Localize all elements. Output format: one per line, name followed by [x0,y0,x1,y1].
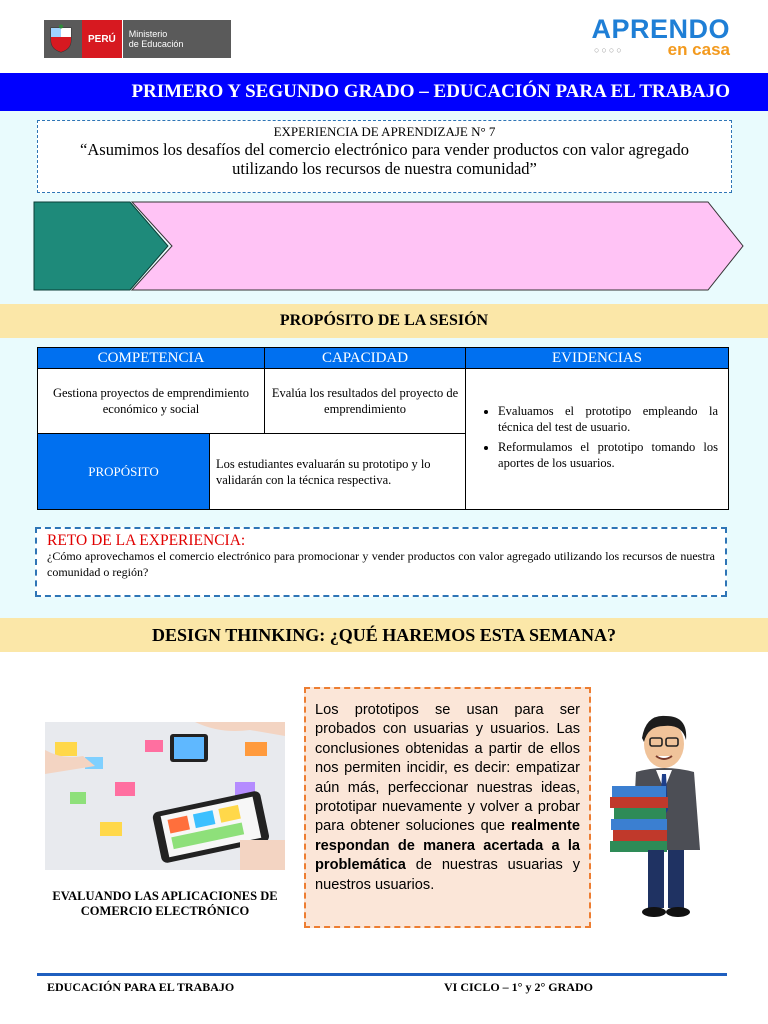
aprendo-en-casa-logo [590,16,730,60]
experience-quote-line-2: utilizando los recursos de nuestra comunidad” [232,159,537,178]
minedu-logo [44,20,231,58]
ministry-name [123,29,184,50]
page-title-bar: PRIMERO Y SEGUNDO GRADO – EDUCACIÓN PARA EL TRABAJO [0,73,768,111]
note-text-bold: realmente respondan de manera acertada a la problemática [315,818,580,874]
prototype-note [304,687,591,928]
book-stack-icon [610,786,668,852]
photo-caption-line-1: EVALUANDO LAS APLICACIONES DE [52,889,278,903]
challenge-title: RETO DE LA EXPERIENCIA: [47,532,246,549]
photo-caption-line-2: COMERCIO ELECTRÓNICO [80,904,250,918]
ministry-line-1: Ministerio [128,28,168,39]
brand-line-1: APRENDO [591,14,730,44]
evidencias-list [466,403,728,471]
proposito-text: Los estudiantes evaluarán su prototipo y lo validarán con la técnica respectiva. [210,434,466,510]
brand-line-2: en casa [667,40,730,59]
footer-divider [37,973,727,976]
process-arrows [32,199,746,295]
design-thinking-title: DESIGN THINKING: ¿QUÉ HAREMOS ESTA SEMANA? [0,618,768,652]
note-text-part-1: Los prototipos se usan para ser probados con usuarias y usuarios. Las conclusiones obtenidas a partir de ellos nos permiten incidir, es decir: empatizar aún más, perfeccionar nuestras ideas, prototipar nuevamente y volver a probar para obtener soluciones que [315,702,580,835]
teacher-avatar [606,710,714,920]
photo-caption [25,889,305,919]
experience-quote-line-1: “Asumimos los desafíos del comercio electrónico para vender productos con valor agregado [80,140,689,159]
footer-grade: VI CICLO – 1° y 2° GRADO [444,980,593,994]
note-text-part-2: de nuestras usuarias y nuestros usuarios. [315,857,580,893]
peru-label: PERÚ [82,20,123,58]
evidencias-cell [466,369,729,510]
brand-dots-icon: ○○○○ [594,45,624,55]
competencia-cell: Gestiona proyectos de emprendimiento económico y social [38,369,265,434]
peru-crest-icon [46,24,76,54]
experience-heading: EXPERIENCIA DE APRENDIZAJE N° 7 [273,124,496,139]
footer-subject: EDUCACIÓN PARA EL TRABAJO [47,980,235,994]
ministry-line-2: de Educación [128,39,184,49]
header-evidencias: EVIDENCIAS [466,348,729,369]
purpose-table [37,347,729,510]
purpose-section-title: PROPÓSITO DE LA SESIÓN [0,304,768,338]
evidencia-item: • Reformulamos el prototipo tomando los aportes de los usuarios. [498,439,718,471]
header-competencia: COMPETENCIA [38,348,265,369]
evidencia-item: • Evaluamos el prototipo empleando la técnica del test de usuario. [498,403,718,435]
ecommerce-app-photo [45,722,285,870]
challenge-box [35,527,727,597]
experience-box [37,120,732,193]
header-capacidad: CAPACIDAD [265,348,466,369]
pink-chevron-arrow [132,202,743,290]
challenge-question: ¿Cómo aprovechamos el comercio electrónico para promocionar y vender productos con valor agregado utilizando los recursos de nuestra comunidad o región? [47,549,715,579]
proposito-label: PROPÓSITO [38,434,210,510]
capacidad-cell: Evalúa los resultados del proyecto de emprendimiento [265,369,466,434]
